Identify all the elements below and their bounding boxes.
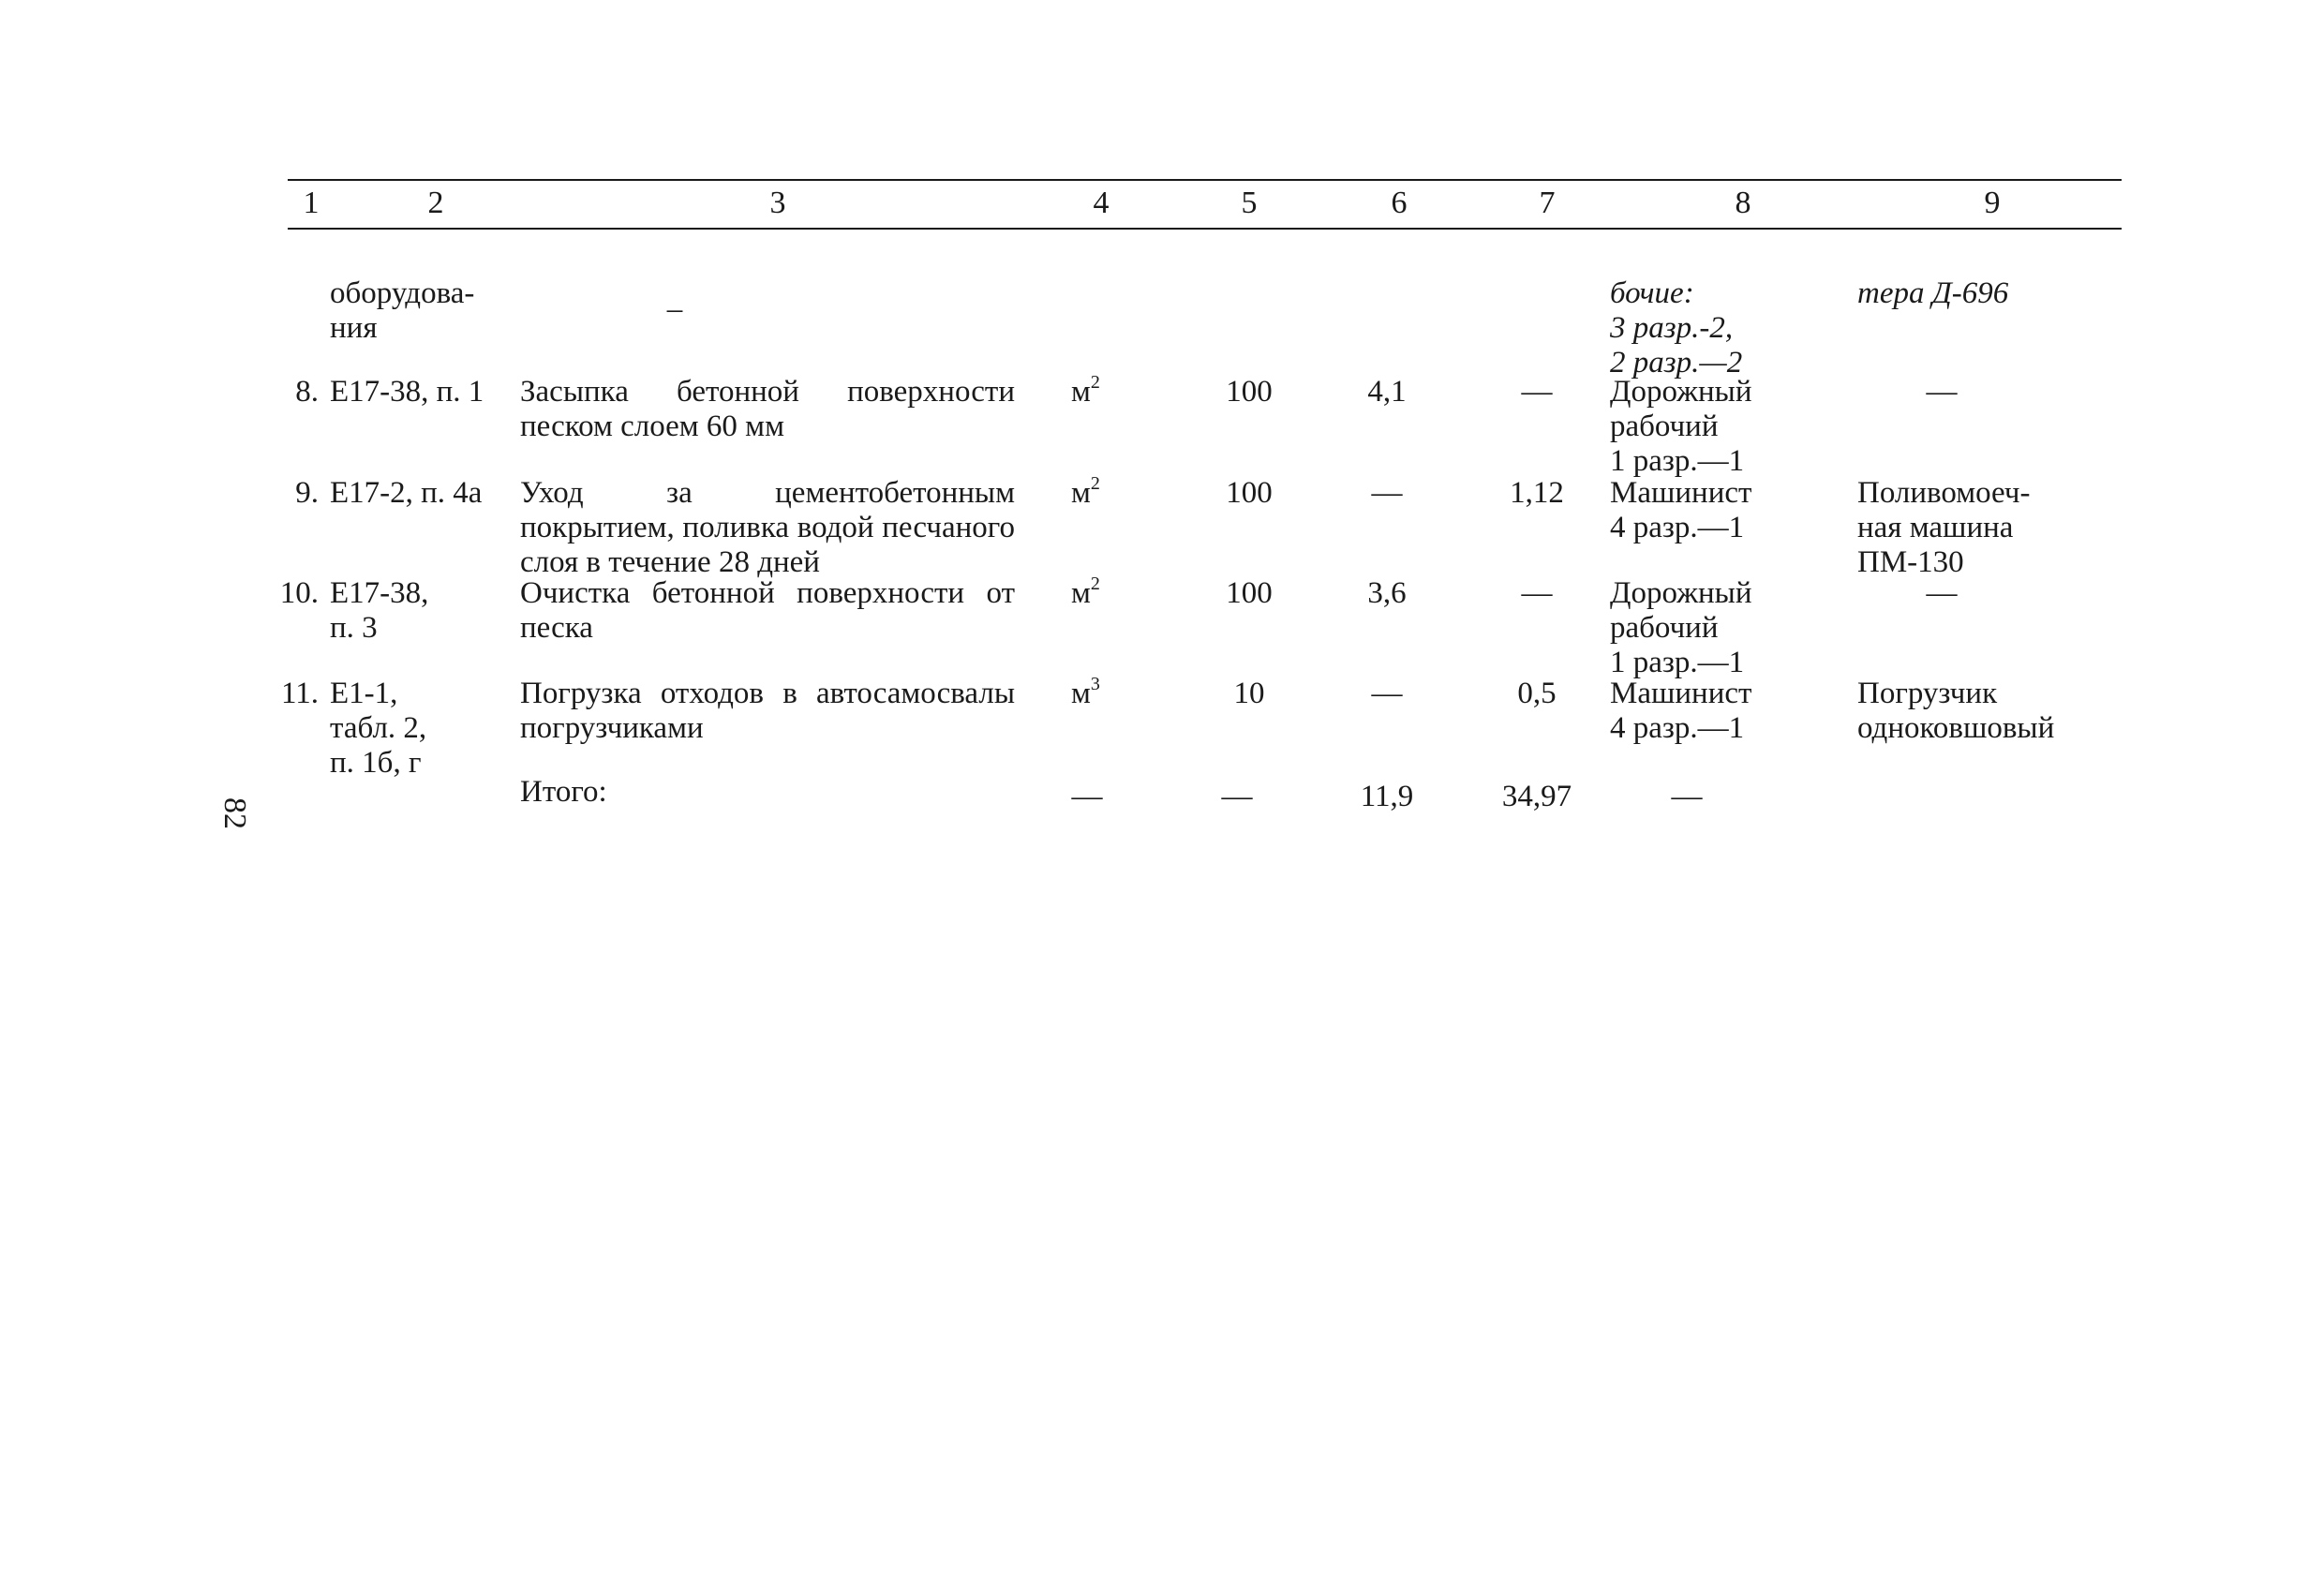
unit-base: м [1071, 476, 1091, 510]
row-name-cell: Очистка бетонной поверхности от песка [520, 576, 1015, 645]
continuation-code-cell: оборудова- ния [330, 276, 475, 345]
unit-exponent: 3 [1090, 674, 1100, 694]
row-labor-cell: 4,1 [1367, 375, 1407, 409]
unit-exponent: 2 [1090, 372, 1100, 393]
row-workers-cell: Дорожный рабочий 1 разр.—1 [1610, 576, 1752, 679]
row-code-cell: Е1-1, табл. 2, п. 1б, г [330, 677, 427, 780]
total-unit-cell: — [1071, 780, 1103, 813]
row-name-cell: Засыпка бетонной поверхности песком слоем 60 мм [520, 375, 1015, 443]
row-qty-cell: 100 [1226, 476, 1273, 510]
unit-exponent: 2 [1090, 573, 1100, 594]
row-code-cell: Е17-38, п. 3 [330, 576, 429, 645]
total-qty-cell: — [1221, 780, 1253, 813]
total-machine-cell: 34,97 [1501, 780, 1572, 813]
row-qty-cell: 100 [1226, 375, 1273, 409]
row-machine-cell: 1,12 [1510, 476, 1564, 510]
row-number-cell: 8. [295, 375, 319, 409]
column-header-6: 6 [1391, 186, 1408, 220]
column-header-1: 1 [303, 186, 320, 220]
row-unit-cell [1071, 473, 1127, 511]
unit-base: м [1071, 576, 1091, 610]
row-machine-cell: — [1521, 576, 1553, 610]
row-code-cell: Е17-38, п. 1 [330, 375, 484, 409]
row-unit-cell [1071, 372, 1127, 409]
column-header-9: 9 [1984, 186, 2001, 220]
row-machine-cell: 0,5 [1517, 677, 1557, 710]
column-header-5: 5 [1241, 186, 1258, 220]
row-workers-cell: Машинист 4 разр.—1 [1610, 677, 1752, 745]
column-header-2: 2 [427, 186, 444, 220]
row-labor-cell: 3,6 [1367, 576, 1407, 610]
unit-exponent: 2 [1090, 473, 1100, 494]
row-equipment-cell: Погрузчик одноковшовый [1857, 677, 2055, 745]
continuation-equipment-cell: тера Д-696 [1857, 276, 2009, 310]
row-machine-cell: — [1521, 375, 1553, 409]
unit-base: м [1071, 375, 1091, 409]
row-number-cell: 11. [280, 677, 319, 710]
column-header-7: 7 [1539, 186, 1556, 220]
column-header-3: 3 [769, 186, 786, 220]
row-workers-cell: Машинист 4 разр.—1 [1610, 476, 1752, 544]
row-labor-cell: — [1371, 476, 1403, 510]
row-unit-cell [1071, 674, 1127, 711]
row-workers-cell: Дорожный рабочий 1 разр.—1 [1610, 375, 1752, 478]
row-qty-cell: 100 [1226, 576, 1273, 610]
total-label: Итого: [520, 775, 607, 809]
row-equipment-cell: Поливомоеч- ная машина ПМ-130 [1857, 476, 2031, 579]
total-workers-cell: — [1671, 780, 1703, 813]
row-labor-cell: — [1371, 677, 1403, 710]
row-qty-cell: 10 [1233, 677, 1265, 710]
continuation-workers-cell: бочие: 3 разр.-2, 2 разр.—2 [1610, 276, 1743, 380]
row-name-cell: Уход за цементобетонным покрытием, поливка водой песчаного слоя в течение 28 дней [520, 476, 1015, 579]
page-number: 82 [217, 797, 252, 829]
unit-base: м [1071, 677, 1091, 710]
table-header-rule [288, 228, 2122, 230]
column-header-8: 8 [1735, 186, 1751, 220]
row-number-cell: 10. [279, 576, 319, 610]
row-code-cell: Е17-2, п. 4а [330, 476, 483, 510]
row-unit-cell [1071, 573, 1127, 611]
row-number-cell: 9. [295, 476, 319, 510]
row-equipment-cell: — [1926, 375, 1958, 409]
total-labor-cell: 11,9 [1360, 780, 1414, 813]
table-top-rule [288, 179, 2122, 181]
continuation-name-cell: – [666, 292, 683, 326]
column-header-4: 4 [1093, 186, 1110, 220]
row-name-cell: Погрузка отходов в автосамосвалы погрузчиками [520, 677, 1015, 745]
row-equipment-cell: — [1926, 576, 1958, 610]
